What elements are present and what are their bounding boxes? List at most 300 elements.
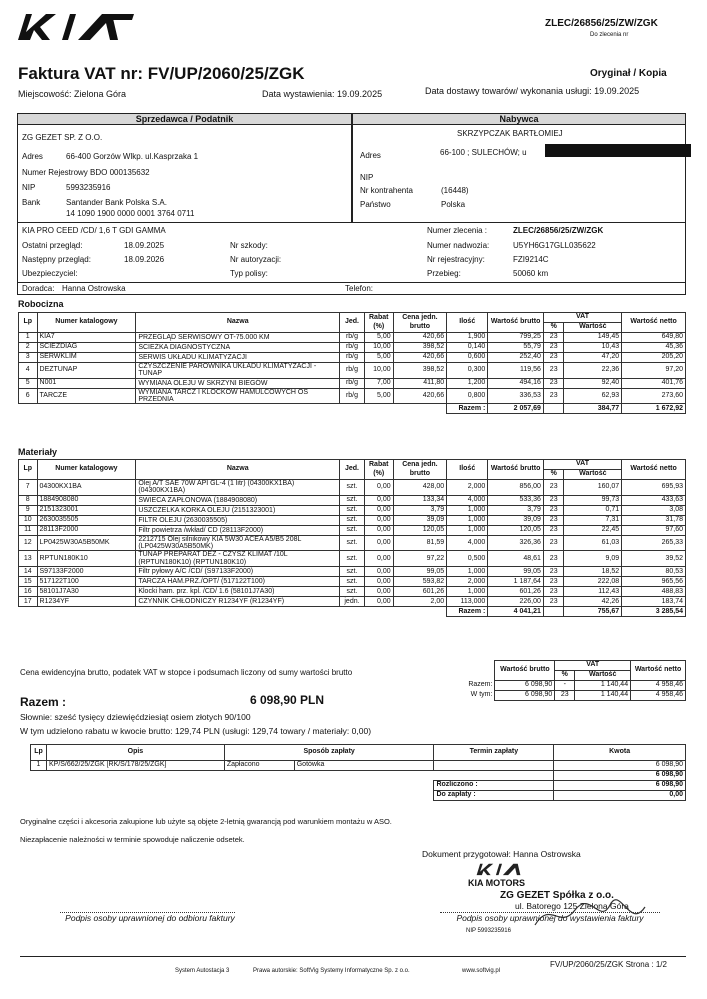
table-cell: 2 xyxy=(19,343,38,353)
topay-label: Do zapłaty : xyxy=(434,791,554,801)
table-cell: 5,00 xyxy=(364,353,393,363)
table-cell: 2,00 xyxy=(393,597,447,607)
table-cell: 113,000 xyxy=(447,597,488,607)
table-cell: 4,000 xyxy=(447,535,488,551)
table-row xyxy=(19,495,686,505)
table-row xyxy=(19,597,686,607)
total-net: 1 672,92 xyxy=(622,404,686,414)
order-ref-sub: Do zlecenia nr xyxy=(590,32,629,38)
sum-r2-label: W tym: xyxy=(470,691,493,699)
vat-summary-table xyxy=(455,660,686,701)
mileage: 50060 km xyxy=(513,269,549,278)
last-inspection: 18.09.2025 xyxy=(124,241,165,250)
sum-r1-gross: 6 098,90 xyxy=(495,681,555,691)
table-cell: 326,36 xyxy=(488,535,544,551)
table-cell: 23 xyxy=(543,495,564,505)
sum-h-pct: % xyxy=(555,671,575,681)
table-cell: 99,05 xyxy=(488,567,544,577)
table-row xyxy=(19,333,686,343)
table-cell: 398,52 xyxy=(393,363,447,379)
pay-h-method: Sposób zapłaty xyxy=(224,745,434,761)
table-cell: PRZEGLĄD SERWISOWY OT-75.000 KM xyxy=(136,333,340,343)
table-cell: 120,05 xyxy=(488,525,544,535)
table-cell: 4,000 xyxy=(447,495,488,505)
settled-label: Rozliczono : xyxy=(434,781,554,791)
table-cell: 0,71 xyxy=(564,505,622,515)
table-cell: 10,00 xyxy=(364,343,393,353)
seller-nip-label: NIP xyxy=(22,183,36,192)
table-cell: 23 xyxy=(543,535,564,551)
table-cell: 601,26 xyxy=(393,587,447,597)
sum-h-vat: VAT xyxy=(555,661,631,671)
col-discount: Rabat (%) xyxy=(364,313,393,333)
table-cell: 45,36 xyxy=(622,343,686,353)
pay-total: 6 098,90 xyxy=(554,771,686,781)
table-cell: 401,76 xyxy=(622,378,686,388)
pay-h-term: Termin zapłaty xyxy=(434,745,554,761)
table-cell: 61,03 xyxy=(564,535,622,551)
table-cell: 23 xyxy=(543,597,564,607)
buyer-contractor-label: Nr kontrahenta xyxy=(360,186,413,195)
table-cell: 205,20 xyxy=(622,353,686,363)
table-cell: rb/g xyxy=(340,388,365,404)
table-row xyxy=(19,515,686,525)
labor-table xyxy=(18,312,686,414)
table-cell: 1,000 xyxy=(447,525,488,535)
table-cell: 8 xyxy=(19,495,38,505)
table-cell: 39,09 xyxy=(488,515,544,525)
mileage-label: Przebieg: xyxy=(427,269,461,278)
table-cell: 92,40 xyxy=(564,378,622,388)
table-cell: 28113F2000 xyxy=(37,525,136,535)
table-cell: 398,52 xyxy=(393,343,447,353)
table-cell: LP0425W30A5B50MK xyxy=(37,535,136,551)
col-gross: Wartość brutto xyxy=(488,460,544,480)
table-cell: 336,53 xyxy=(488,388,544,404)
sum-r1-vat: 1 140,44 xyxy=(575,681,631,691)
table-cell: 533,36 xyxy=(488,495,544,505)
settled-value: 6 098,90 xyxy=(554,781,686,791)
pay-method: Gotówka xyxy=(294,761,434,771)
total-discount: W tym udzielono rabatu w kwocie brutto: 129,74 PLN (usługi: 129,74 towary / materiały: 0,00) xyxy=(20,726,372,736)
total-vat: 384,77 xyxy=(564,404,622,414)
sum-r2-net: 4 958,46 xyxy=(631,691,686,701)
table-cell: 1884908080 xyxy=(37,495,136,505)
table-cell: 420,66 xyxy=(393,333,447,343)
table-cell: 23 xyxy=(543,551,564,567)
table-cell: TARCZA HAM.PRZ./OPT/ (517122T100) xyxy=(136,577,340,587)
stamp-company: ZG GEZET Spółka z o.o. xyxy=(500,890,614,901)
table-cell: 23 xyxy=(543,333,564,343)
table-cell: 12 xyxy=(19,535,38,551)
table-cell: SERWKLIM xyxy=(37,353,136,363)
table-cell: 433,63 xyxy=(622,495,686,505)
table-cell: 97,60 xyxy=(622,525,686,535)
copyright: Prawa autorskie: SoftVig Systemy Informatyczne Sp. z o.o. xyxy=(253,968,410,974)
table-cell: 1,200 xyxy=(447,378,488,388)
table-cell: 149,45 xyxy=(564,333,622,343)
table-cell: Klocki ham. prz. kpl. /CD/ 1.6 (58101J7A30) xyxy=(136,587,340,597)
buyer-contractor: (16448) xyxy=(441,186,469,195)
table-cell: 23 xyxy=(543,363,564,379)
table-cell: 0,00 xyxy=(364,551,393,567)
table-cell: 81,59 xyxy=(393,535,447,551)
kia-logo xyxy=(16,10,136,42)
issue-date: Data wystawienia: 19.09.2025 xyxy=(262,89,383,99)
stamp-address: ul. Batorego 125 Zielona Góra xyxy=(515,901,629,911)
total-words: Słownie: sześć tysięcy dziewięćdziesiąt osiem złotych 90/100 xyxy=(20,712,251,722)
table-cell: 7,31 xyxy=(564,515,622,525)
table-cell: 99,73 xyxy=(564,495,622,505)
table-cell: 112,43 xyxy=(564,587,622,597)
sum-h-net: Wartość netto xyxy=(631,661,686,681)
pay-desc: KP/S/662/25/ZGK [RK/S/178/25/ZGK] xyxy=(46,761,224,771)
col-vat: VAT xyxy=(543,460,621,470)
seller-account: 14 1090 1900 0000 0001 3764 0711 xyxy=(66,209,195,218)
table-cell: 0,800 xyxy=(447,388,488,404)
table-cell: 965,56 xyxy=(622,577,686,587)
buyer-country: Polska xyxy=(441,200,466,209)
total-gross: 2 057,69 xyxy=(488,404,544,414)
seller-header: Sprzedawca / Podatnik xyxy=(17,113,352,125)
col-name: Nazwa xyxy=(136,313,340,333)
materials-table xyxy=(18,459,686,617)
table-cell: szt. xyxy=(340,577,365,587)
table-cell: 23 xyxy=(543,577,564,587)
stamp-nip: NIP 5993235916 xyxy=(466,928,511,934)
seller-addr: 66-400 Gorzów Wlkp. ul.Kasprzaka 1 xyxy=(66,152,199,161)
table-cell: FILTR OLEJU (2630035505) xyxy=(136,515,340,525)
sum-r2-vat: 1 140,44 xyxy=(575,691,631,701)
table-cell: 0,00 xyxy=(364,515,393,525)
table-cell: rb/g xyxy=(340,363,365,379)
table-cell: N001 xyxy=(37,378,136,388)
col-lp: Lp xyxy=(19,313,38,333)
table-cell: 16 xyxy=(19,587,38,597)
table-cell: 3,08 xyxy=(622,505,686,515)
table-cell: 23 xyxy=(543,480,564,496)
table-cell: 0,500 xyxy=(447,551,488,567)
table-cell: 15 xyxy=(19,577,38,587)
sum-r2-gross: 6 098,90 xyxy=(495,691,555,701)
table-cell: 0,600 xyxy=(447,353,488,363)
table-cell: 273,60 xyxy=(622,388,686,404)
col-unit: Jed. xyxy=(340,313,365,333)
table-cell: 1 xyxy=(19,333,38,343)
table-cell: 13 xyxy=(19,551,38,567)
last-inspection-label: Ostatni przegląd: xyxy=(22,241,83,250)
order-label: Numer zlecenia : xyxy=(427,226,488,235)
seller-name: ZG GEZET SP. Z O.O. xyxy=(22,133,103,142)
sum-r1-label: Razem: xyxy=(468,681,493,689)
phone-label: Telefon: xyxy=(345,284,374,293)
table-cell: 23 xyxy=(543,567,564,577)
table-cell: 04300KX1BA xyxy=(37,480,136,496)
pay-h-amount: Kwota xyxy=(554,745,686,761)
table-cell: 0,00 xyxy=(364,577,393,587)
table-cell: 1,000 xyxy=(447,515,488,525)
seller-bank-label: Bank xyxy=(22,198,41,207)
table-cell: 0,00 xyxy=(364,505,393,515)
next-inspection: 18.09.2026 xyxy=(124,255,165,264)
table-row xyxy=(19,363,686,379)
table-cell: 601,26 xyxy=(488,587,544,597)
table-cell: 2151323001 xyxy=(37,505,136,515)
table-cell: 7 xyxy=(19,480,38,496)
col-net: Wartość netto xyxy=(622,313,686,333)
table-cell: ŚCIEŻKA DIAGNOSTYCZNA xyxy=(136,343,340,353)
table-cell: 799,25 xyxy=(488,333,544,343)
table-cell: 10,43 xyxy=(564,343,622,353)
table-cell: jedn. xyxy=(340,597,365,607)
auth-label: Nr autoryzacji: xyxy=(230,255,282,264)
reg-label: Nr rejestracyjny: xyxy=(427,255,485,264)
warranty-note: Oryginalne części i akcesoria zakupione lub użyte są objęte 2-letnią gwarancją pod warunkiem montażu w ASO. xyxy=(20,817,392,826)
sum-r1-pct: - xyxy=(555,681,575,691)
table-cell: 23 xyxy=(543,505,564,515)
table-cell: CZYSZCZENIE PAROWNIKA UKŁADU KLIMATYZACJI - TUNAP xyxy=(136,363,340,379)
table-cell: 222,08 xyxy=(564,577,622,587)
table-cell: 3 xyxy=(19,353,38,363)
table-cell: SCIEZDIAG xyxy=(37,343,136,353)
seller-addr-label: Adres xyxy=(22,152,43,161)
policy-label: Typ polisy: xyxy=(230,269,268,278)
sum-r2-pct: 23 xyxy=(555,691,575,701)
table-cell: 5,00 xyxy=(364,388,393,404)
table-cell: 31,78 xyxy=(622,515,686,525)
table-row xyxy=(19,353,686,363)
table-row xyxy=(19,551,686,567)
total-gross: 4 041,21 xyxy=(488,607,544,617)
payment-note: Niezapłacenie należności w terminie spowoduje naliczenie odsetek. xyxy=(20,835,245,844)
table-cell: 593,82 xyxy=(393,577,447,587)
table-cell: 39,09 xyxy=(393,515,447,525)
col-net: Wartość netto xyxy=(622,460,686,480)
system-name: System Autostacja 3 xyxy=(175,968,230,974)
table-cell: 99,05 xyxy=(393,567,447,577)
table-cell: 2630035505 xyxy=(37,515,136,525)
total-net: 3 285,54 xyxy=(622,607,686,617)
table-cell: 23 xyxy=(543,587,564,597)
col-vat-pct: % xyxy=(543,323,564,333)
delivery-date: Data dostawy towarów/ wykonania usługi: 19.09.2025 xyxy=(425,86,640,96)
buyer-addr-label: Adres xyxy=(360,151,381,160)
buyer-nip-label: NIP xyxy=(360,173,374,182)
sig-left: Podpis osoby uprawnionej do odbioru faktury xyxy=(65,913,235,923)
table-cell: RPTUN180K10 xyxy=(37,551,136,567)
col-lp: Lp xyxy=(19,460,38,480)
table-cell: 0,300 xyxy=(447,363,488,379)
advisor-label: Doradca: xyxy=(22,284,55,293)
copy-label: Oryginał / Kopia xyxy=(590,68,667,79)
table-cell: 11 xyxy=(19,525,38,535)
kia-motors: KIA MOTORS xyxy=(468,878,526,888)
damage-label: Nr szkody: xyxy=(230,241,268,250)
table-cell: szt. xyxy=(340,480,365,496)
table-cell: 120,05 xyxy=(393,525,447,535)
pay-status: Zapłacono xyxy=(224,761,294,771)
table-cell: rb/g xyxy=(340,378,365,388)
table-cell: 5,00 xyxy=(364,333,393,343)
col-name: Nazwa xyxy=(136,460,340,480)
buyer-country-label: Państwo xyxy=(360,200,391,209)
total-label: Razem : xyxy=(447,607,488,617)
table-cell: 1,000 xyxy=(447,505,488,515)
table-cell: USZCZELKA KORKA OLEJU (2151323001) xyxy=(136,505,340,515)
topay-value: 0,00 xyxy=(554,791,686,801)
vehicle-model: KIA PRO CEED /CD/ 1,6 T GDI GAMMA xyxy=(22,226,166,235)
table-cell: 420,66 xyxy=(393,388,447,404)
table-cell: 1,000 xyxy=(447,587,488,597)
payment-table xyxy=(30,744,686,801)
table-cell: 47,20 xyxy=(564,353,622,363)
table-cell: 23 xyxy=(543,378,564,388)
table-cell: 411,80 xyxy=(393,378,447,388)
table-cell: 7,00 xyxy=(364,378,393,388)
table-cell: 80,53 xyxy=(622,567,686,577)
table-cell: szt. xyxy=(340,505,365,515)
table-cell: 23 xyxy=(543,515,564,525)
table-cell: 2,000 xyxy=(447,577,488,587)
sum-h-gross: Wartość brutto xyxy=(495,661,555,681)
table-cell: 119,56 xyxy=(488,363,544,379)
table-cell: 17 xyxy=(19,597,38,607)
table-cell: szt. xyxy=(340,551,365,567)
pay-h-lp: Lp xyxy=(31,745,47,761)
table-cell: ŚWIECA ZAPŁONOWA (1884908080) xyxy=(136,495,340,505)
table-cell: R1234YF xyxy=(37,597,136,607)
table-cell: 9 xyxy=(19,505,38,515)
col-gross: Wartość brutto xyxy=(488,313,544,333)
summary-note: Cena ewidencyjna brutto, podatek VAT w stopce i podsumach liczony od sumy wartości brutto xyxy=(20,668,353,677)
table-cell: 10,00 xyxy=(364,363,393,379)
pay-h-desc: Opis xyxy=(46,745,224,761)
table-cell: 23 xyxy=(543,388,564,404)
table-cell: 856,00 xyxy=(488,480,544,496)
table-row xyxy=(19,525,686,535)
col-catalog: Numer katalogowy xyxy=(37,313,136,333)
table-row xyxy=(19,587,686,597)
sig-right: Podpis osoby uprawnionej do wystawienia faktury xyxy=(456,913,644,923)
pay-amount: 6 098,90 xyxy=(554,761,686,771)
table-cell: 183,74 xyxy=(622,597,686,607)
table-cell: 55,79 xyxy=(488,343,544,353)
reg: FZI9214C xyxy=(513,255,549,264)
table-cell: szt. xyxy=(340,587,365,597)
buyer-addr: 66-100 ; SULECHÓW; u xyxy=(440,148,527,157)
table-cell: 2,000 xyxy=(447,480,488,496)
col-discount: Rabat (%) xyxy=(364,460,393,480)
table-cell: 160,07 xyxy=(564,480,622,496)
table-cell: 2212715 Olej silnikowy KIA 5W30 ACEA A5/B5 208L (LP0425W30A5B50MK) xyxy=(136,535,340,551)
col-unit-price: Cena jedn. brutto xyxy=(393,460,447,480)
table-row xyxy=(19,567,686,577)
vin-label: Numer nadwozia: xyxy=(427,241,490,250)
table-cell: S97133F2000 xyxy=(37,567,136,577)
sum-r1-net: 4 958,46 xyxy=(631,681,686,691)
col-unit-price: Cena jedn. brutto xyxy=(393,313,447,333)
table-cell: 494,16 xyxy=(488,378,544,388)
sum-h-vatval: Wartość xyxy=(575,671,631,681)
table-cell: 133,34 xyxy=(393,495,447,505)
advisor: Hanna Ostrowska xyxy=(62,284,126,293)
table-cell: TARCZE xyxy=(37,388,136,404)
table-cell: 226,00 xyxy=(488,597,544,607)
total-label: Razem : xyxy=(20,695,67,709)
table-row xyxy=(19,505,686,515)
table-cell: 517122T100 xyxy=(37,577,136,587)
table-cell: Filtr pyłowy A/C /CD/ (S97133F2000) xyxy=(136,567,340,577)
table-cell: szt. xyxy=(340,515,365,525)
table-cell: 6 xyxy=(19,388,38,404)
order-ref: ZLEC/26856/25/ZW/ZGK xyxy=(545,18,658,29)
table-cell: 58101J7A30 xyxy=(37,587,136,597)
table-cell: 1,900 xyxy=(447,333,488,343)
table-cell: 0,00 xyxy=(364,480,393,496)
table-cell: 5 xyxy=(19,378,38,388)
total-value: 6 098,90 PLN xyxy=(250,693,325,707)
table-cell: szt. xyxy=(340,567,365,577)
invoice-title: Faktura VAT nr: FV/UP/2060/25/ZGK xyxy=(18,64,305,83)
table-cell: 14 xyxy=(19,567,38,577)
table-cell: CZYNNIK CHŁODNICZY R1234YF (R1234YF) xyxy=(136,597,340,607)
pay-lp: 1 xyxy=(31,761,47,771)
col-vat: VAT xyxy=(543,313,621,323)
table-row xyxy=(19,480,686,496)
table-cell: rb/g xyxy=(340,333,365,343)
col-unit: Jed. xyxy=(340,460,365,480)
buyer-name: SKRZYPCZAK BARTŁOMIEJ xyxy=(457,129,563,138)
labor-section-title: Robocizna xyxy=(18,299,64,309)
table-cell: 695,93 xyxy=(622,480,686,496)
col-qty: Ilość xyxy=(447,460,488,480)
col-qty: Ilość xyxy=(447,313,488,333)
table-cell: 0,140 xyxy=(447,343,488,353)
table-cell: 23 xyxy=(543,353,564,363)
table-cell: szt. xyxy=(340,525,365,535)
table-cell: 10 xyxy=(19,515,38,525)
table-cell: WYMIANA OLEJU W SKRZYNI BIEGÓW xyxy=(136,378,340,388)
table-cell: 265,33 xyxy=(622,535,686,551)
insurer-label: Ubezpieczyciel: xyxy=(22,269,78,278)
table-cell: rb/g xyxy=(340,343,365,353)
table-cell: 1,000 xyxy=(447,567,488,577)
total-row xyxy=(19,607,686,617)
col-catalog: Numer katalogowy xyxy=(37,460,136,480)
table-cell: 97,22 xyxy=(393,551,447,567)
table-cell: 22,45 xyxy=(564,525,622,535)
seller-bdo: Numer Rejestrowy BDO 000135632 xyxy=(22,168,150,177)
table-cell: 0,00 xyxy=(364,587,393,597)
kia-stamp-logo xyxy=(472,862,532,876)
table-cell: 3,79 xyxy=(488,505,544,515)
table-cell: 42,26 xyxy=(564,597,622,607)
table-cell: 420,66 xyxy=(393,353,447,363)
next-inspection-label: Następny przegląd: xyxy=(22,255,91,264)
col-vat-value: Wartość xyxy=(564,470,622,480)
table-cell: 9,09 xyxy=(564,551,622,567)
table-cell: 39,52 xyxy=(622,551,686,567)
table-cell: 3,79 xyxy=(393,505,447,515)
table-row xyxy=(19,378,686,388)
table-cell: 428,00 xyxy=(393,480,447,496)
table-cell: 0,00 xyxy=(364,597,393,607)
table-cell: DEZTUNAP xyxy=(37,363,136,379)
table-cell: Olej A/T SAE 70W API GL-4 (1 litr) (04300KX1BA) (04300KX1BA) xyxy=(136,480,340,496)
table-cell: 97,20 xyxy=(622,363,686,379)
table-cell: 1 187,64 xyxy=(488,577,544,587)
col-vat-pct: % xyxy=(543,470,564,480)
